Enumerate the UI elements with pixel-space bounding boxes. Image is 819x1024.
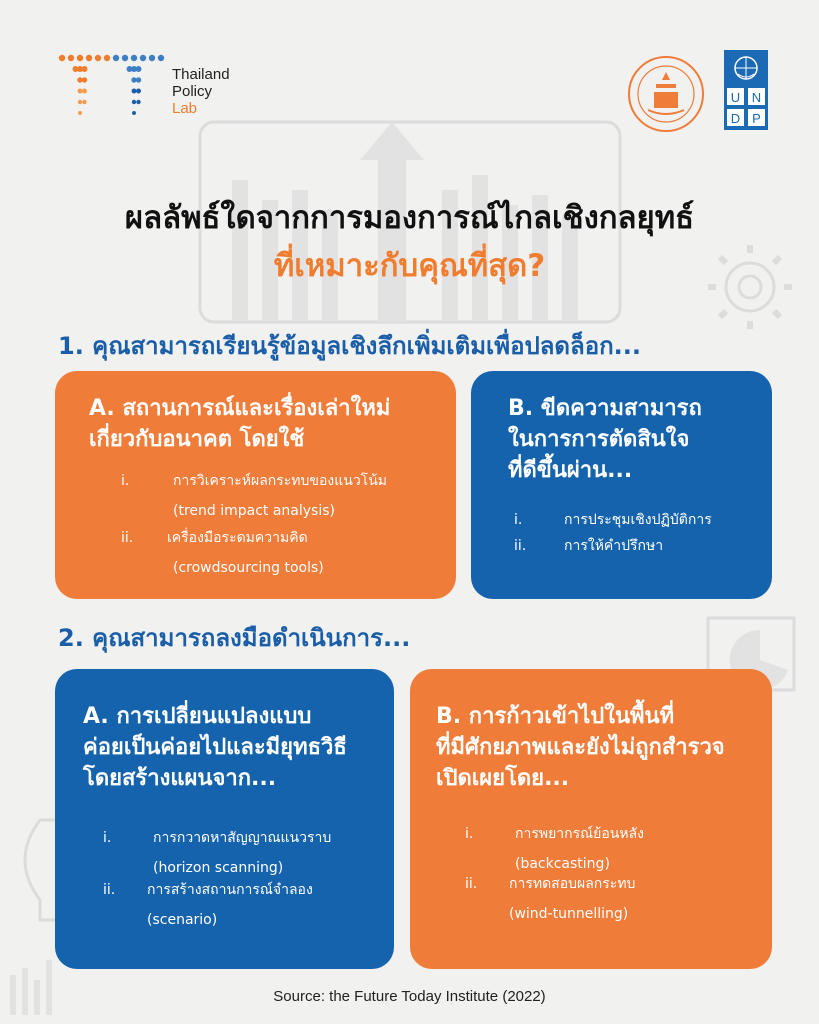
logo-dot (122, 55, 128, 61)
card-1b-item-2-number: ii. (514, 538, 527, 554)
logo-dot (82, 77, 87, 82)
card-2b-item-1-number: i. (465, 826, 474, 842)
logo-line-lab: Lab (172, 100, 198, 117)
logo-dot (149, 55, 155, 61)
card-1a-item-2-text: เครื่องมือระดมความคิด (167, 530, 308, 546)
card-2a-item-1-text: การกวาดหาสัญญาณแนวราบ (153, 830, 332, 846)
card-2b-item-1-sub: (backcasting) (515, 856, 610, 872)
logo-dot (158, 55, 164, 61)
logo-line-thailand: Thailand (172, 66, 230, 83)
logo-dot (78, 100, 82, 104)
logo-dot (59, 55, 65, 61)
logo-dot (104, 55, 110, 61)
logo-dot (131, 55, 137, 61)
card-1b-title: B. ขีดความสามารถ ในการการตัดสินใจ ที่ดีขึ้นผ่าน... (508, 396, 702, 483)
card-1a-item-2-number: ii. (121, 530, 134, 546)
card-2b (410, 669, 772, 969)
card-2a (55, 669, 394, 969)
card-1b-item-1-number: i. (514, 512, 523, 528)
logo-dot (82, 100, 86, 104)
card-2b-item-2-sub: (wind-tunnelling) (509, 906, 629, 922)
logo-dot (82, 66, 88, 72)
government-seal-icon (626, 54, 706, 134)
logo-dot (68, 55, 74, 61)
card-2a-item-1-number: i. (103, 830, 112, 846)
card-1b-item-2-text: การให้คำปรึกษา (564, 538, 664, 554)
logo-dot (77, 55, 83, 61)
undp-letter-u: U (730, 90, 741, 105)
card-1a (55, 371, 456, 599)
source-citation: Source: the Future Today Institute (2022) (273, 988, 546, 1005)
undp-letter-n: N (751, 90, 762, 105)
logo-dot (140, 55, 146, 61)
card-2b-item-1-text: การพยากรณ์ย้อนหลัง (515, 826, 644, 842)
thailand-policy-lab-wordmark (172, 66, 230, 117)
undp-letter-d: D (730, 111, 741, 126)
logo-dot (95, 55, 101, 61)
logo-dot (136, 66, 142, 72)
logo-dot (86, 55, 92, 61)
card-2a-item-1-sub: (horizon scanning) (153, 860, 284, 876)
logo-dot (132, 100, 136, 104)
card-2b-title: B. การก้าวเข้าไปในพื้นที่ ที่มีศักยภาพและยังไม่ถูกสำรวจ เปิดเผยโดย... (436, 704, 725, 791)
logo-dot (132, 89, 137, 94)
logo-dot (82, 89, 87, 94)
card-2b-item-2-number: ii. (465, 876, 478, 892)
card-2a-title: A. การเปลี่ยนแปลงแบบ ค่อยเป็นค่อยไปและมียุทธวิธี โดยสร้างแผนจาก... (83, 704, 347, 791)
page-title-line-1: ผลลัพธ์ใดจากการมองการณ์ไกลเชิงกลยุทธ์ (124, 200, 695, 236)
logo-dot (136, 77, 141, 82)
section-2-heading: 2. คุณสามารถลงมือดำเนินการ... (58, 624, 411, 652)
card-1a-item-1-number: i. (121, 473, 130, 489)
logo-dot (78, 111, 82, 115)
section-1-heading: 1. คุณสามารถเรียนรู้ข้อมูลเชิงลึกเพิ่มเติมเพื่อปลดล็อก... (58, 332, 642, 360)
card-2a-item-2-text: การสร้างสถานการณ์จำลอง (147, 882, 313, 898)
undp-letter-p: P (752, 111, 761, 126)
card-2b-item-2-text: การทดสอบผลกระทบ (509, 876, 636, 892)
page-title-line-2: ที่เหมาะกับคุณที่สุด? (273, 248, 546, 284)
card-1b-item-1-text: การประชุมเชิงปฏิบัติการ (564, 512, 712, 528)
logo-dot (113, 55, 119, 61)
card-1b (471, 371, 772, 599)
card-1a-item-1-text: การวิเคราะห์ผลกระทบของแนวโน้ม (173, 473, 387, 489)
card-1a-title: A. สถานการณ์และเรื่องเล่าใหม่ เกี่ยวกับอนาคต โดยใช้ (89, 396, 391, 452)
logo-dot (78, 89, 83, 94)
card-1a-item-2-sub: (crowdsourcing tools) (173, 560, 324, 576)
card-2a-item-2-number: ii. (103, 882, 116, 898)
logo-dot (136, 89, 141, 94)
logo-dot (132, 111, 136, 115)
undp-logo-icon (724, 50, 768, 130)
card-2a-item-2-sub: (scenario) (147, 912, 218, 928)
card-1a-item-1-sub: (trend impact analysis) (173, 503, 335, 519)
logo-dot (136, 100, 140, 104)
logo-line-policy: Policy (172, 83, 213, 100)
